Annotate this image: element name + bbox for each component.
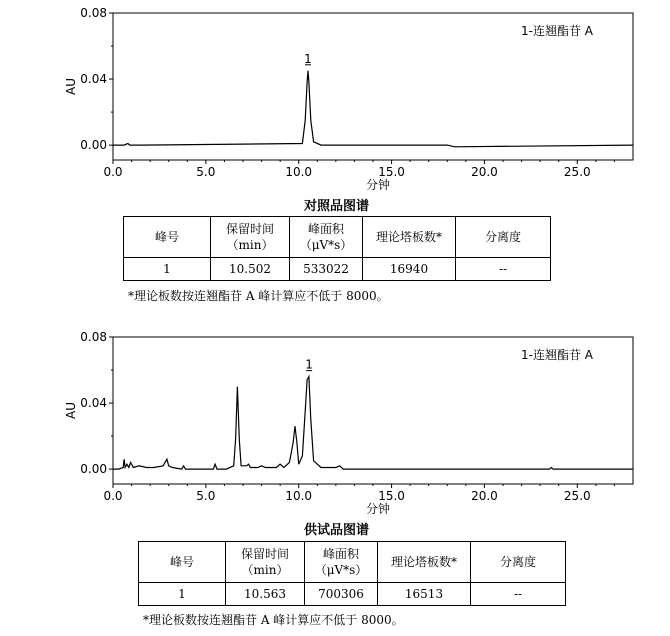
reference-table-note: *理论板数按连翘酯苷 A 峰计算应不低于 8000。 [128,289,389,303]
table-header-cell: 分离度 [456,217,551,258]
table-cell: 1 [139,583,226,606]
x-tick-label: 25.0 [563,489,591,503]
table-cell: -- [456,258,551,281]
table-cell: 700306 [305,583,378,606]
sample-chromatogram [0,324,670,516]
table-header-cell: 理论塔板数* [378,542,471,583]
sample-chromatogram-svg [0,324,670,516]
table-cell: 1 [124,258,211,281]
chromatogram-trace [113,377,633,470]
table-header-cell: 理论塔板数* [363,217,456,258]
table-header-cell: 峰面积 （μV*s） [305,542,378,583]
y-axis-label: AU [64,402,78,419]
x-tick-label: 0.0 [103,165,123,179]
y-tick-label: 0.04 [80,72,107,87]
sample-table-note: *理论板数按连翘酯苷 A 峰计算应不低于 8000。 [143,613,404,627]
y-tick-label: 0.00 [80,462,107,477]
table-cell: -- [471,583,566,606]
x-tick-label: 10.0 [285,489,313,503]
legend-label: 1-连翘酯苷 A [521,348,593,362]
x-tick-label: 15.0 [378,165,405,179]
peak-label: 1 [304,51,312,66]
table-header-cell: 峰号 [139,542,226,583]
y-tick-label: 0.08 [80,6,107,20]
x-tick-label: 0.0 [103,489,123,503]
table-header-cell: 峰面积 （μV*s） [290,217,363,258]
x-tick-label: 15.0 [378,489,405,503]
table-cell: 16513 [378,583,471,606]
y-axis-label: AU [64,78,78,95]
table-header-cell: 保留时间 （min） [211,217,290,258]
x-tick-label: 10.0 [285,165,313,179]
x-tick-label: 5.0 [196,489,216,503]
table-row [124,258,551,281]
legend-label: 1-连翘酯苷 A [521,24,593,38]
table-header-cell: 峰号 [124,217,211,258]
reference-chart-title: 对照品图谱 [304,199,370,214]
table-header-cell: 分离度 [471,542,566,583]
x-tick-label: 5.0 [196,165,216,179]
table-cell: 533022 [290,258,363,281]
y-tick-label: 0.00 [80,138,107,153]
x-axis-label: 分钟 [365,178,391,192]
chromatogram-trace [113,71,633,147]
reference-chromatogram [0,0,670,192]
reference-peak-table [123,216,551,281]
table-cell: 10.502 [211,258,290,281]
x-axis-label: 分钟 [365,502,391,516]
reference-chromatogram-svg [0,0,670,192]
sample-chart-title: 供试品图谱 [304,523,370,538]
y-tick-label: 0.08 [80,330,107,344]
table-header-cell: 保留时间 （min） [226,542,305,583]
table-cell: 16940 [363,258,456,281]
table-cell: 10.563 [226,583,305,606]
x-tick-label: 25.0 [563,165,591,179]
peak-label: 1 [305,357,313,372]
x-tick-label: 20.0 [471,489,498,503]
x-tick-label: 20.0 [471,165,498,179]
sample-peak-table [138,541,566,606]
table-row [139,583,566,606]
y-tick-label: 0.04 [80,396,107,411]
